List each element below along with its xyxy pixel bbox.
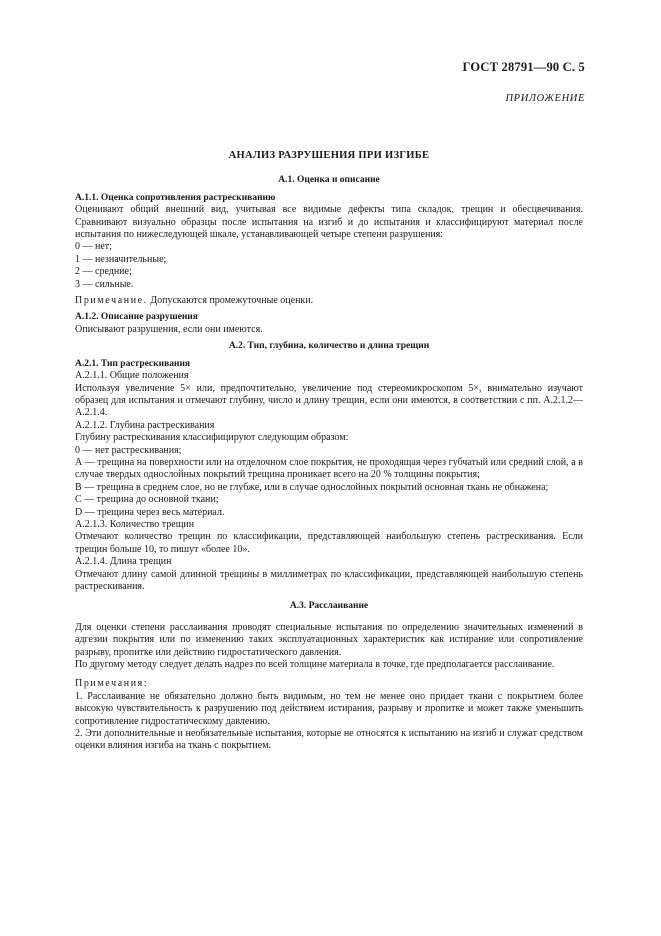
section-a3-para2: По другому методу следует делать надрез по всей толщине материала в точке, где предполагается расслаивание. bbox=[75, 659, 555, 671]
depth-d: D — трещина через весь материал. bbox=[75, 506, 225, 518]
note-a11 bbox=[75, 295, 583, 307]
scale-item-2: 2 — средние; bbox=[75, 266, 132, 278]
standard-header: ГОСТ 28791—90 С. 5 bbox=[462, 60, 585, 74]
section-a211-text: Используя увеличение 5× или, предпочтительно, увеличение под стереомикроскопом 5×, внимательно изучают образец для испытания и отмечают глубину, число и длину трещин, если они имеются, в соответствии с пп. А.2.1.2—А.2.1.4. bbox=[75, 382, 583, 419]
section-a3-heading: А.3. Расслаивание bbox=[289, 601, 369, 612]
section-a1-heading: А.1. Оценка и описание bbox=[278, 175, 380, 186]
note-text: Допускаются промежуточные оценки. bbox=[147, 295, 314, 307]
document-body bbox=[75, 150, 583, 753]
page-title: АНАЛИЗ РАЗРУШЕНИЯ ПРИ ИЗГИБЕ bbox=[228, 150, 430, 161]
section-a211-heading: А.2.1.1. Общие положения bbox=[75, 370, 189, 382]
section-a213-heading: А.2.1.3. Количество трещин bbox=[75, 518, 195, 530]
section-a21-heading: А.2.1. Тип растрескивания bbox=[75, 358, 191, 369]
section-a214-heading: А.2.1.4. Длина трещин bbox=[75, 556, 172, 568]
section-a12-text: Описывают разрушения, если они имеются. bbox=[75, 323, 263, 335]
section-a2-heading: А.2. Тип, глубина, количество и длина трещин bbox=[228, 341, 430, 352]
section-a214-text: Отмечают длину самой длинной трещины в миллиметрах по классификации, представляющей наибольшую степень растрескивания. bbox=[75, 568, 583, 592]
depth-a: А — трещина на поверхности или на отделочном слое покрытия, не проходящая через губчатый или средний слой, а в случае твердых однослойных покрытий трещина проникает всего на 20 % толщины покрытия; bbox=[75, 456, 583, 481]
section-a11-heading: А.1.1. Оценка сопротивления растрескиванию bbox=[75, 192, 276, 203]
depth-0: 0 — нет растрескивания; bbox=[75, 444, 182, 456]
scale-item-3: 3 — сильные. bbox=[75, 278, 134, 290]
appendix-label: ПРИЛОЖЕНИЕ bbox=[505, 93, 585, 104]
section-a3-para1: Для оценки степени расслаивания проводят специальные испытания по определению значительных изменений в адгезии покрытия или по изменению таких эксплуатационных характеристик как истирание или сопротивление разрыву, пропитке или действию гидростатического давления. bbox=[75, 621, 583, 658]
depth-c: С — трещина до основной ткани; bbox=[75, 494, 219, 506]
notes-label: Примечания: bbox=[75, 678, 149, 690]
section-a213-text: Отмечают количество трещин по классификации, представляющей наибольшую степень растрескивания. Если трещин больше 10, то пишут «более 10». bbox=[75, 531, 583, 555]
note-1: 1. Расслаивание не обязательно должно быть видимым, но тем не менее оно придает ткани с покрытием более высокую чувствительность к разрушению под действием истирания, разрыву и пропитке и может также уменьшить сопротивление гидростатическому давлению. bbox=[75, 690, 583, 727]
scale-item-1: 1 — незначительные; bbox=[75, 253, 167, 265]
section-a12-heading: А.1.2. Описание разрушения bbox=[75, 312, 198, 323]
section-a11-text: Оценивают общий внешний вид, учитывая все видимые дефекты типа складок, трещин и обесцвечивания. Сравнивают визуально образцы после испытания на изгиб и до испытания и классифицируют материал после испытания по нижеследующей шкале, устанавливающей четыре степени разрушения: bbox=[75, 204, 583, 241]
note-2: 2. Эти дополнительные и необязательные испытания, которые не относятся к испытанию на изгиб и служат средством оценки влияния изгиба на ткань с покрытием. bbox=[75, 728, 583, 752]
section-a212-heading: А.2.1.2. Глубина растрескивания bbox=[75, 419, 215, 431]
scale-item-0: 0 — нет; bbox=[75, 241, 112, 253]
section-a212-text: Глубину растрескивания классифицируют следующим образом: bbox=[75, 432, 349, 444]
depth-b: В — трещина в среднем слое, но не глубже, или в случае однослойных покрытий основная ткань не обнажена; bbox=[75, 481, 549, 493]
note-label: Примечание. bbox=[75, 295, 148, 307]
